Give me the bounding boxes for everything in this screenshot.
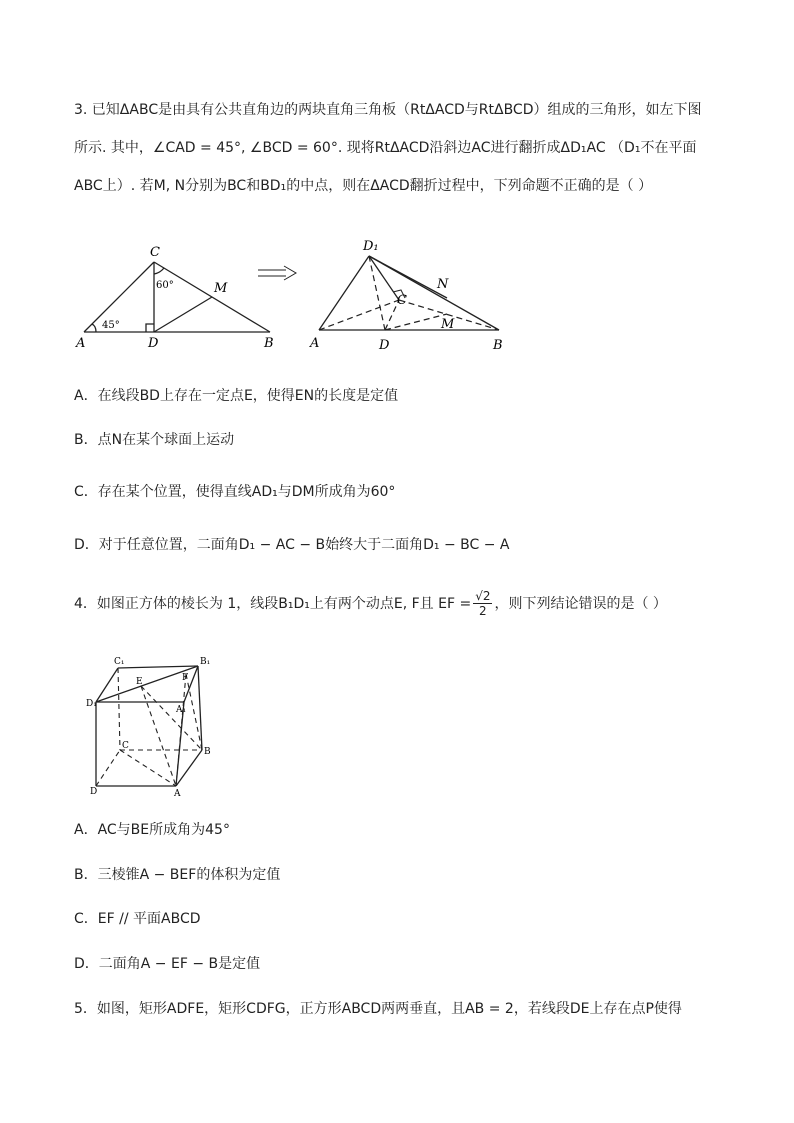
label-angle-45: 45° — [102, 320, 120, 331]
q3-figure-right — [305, 232, 520, 357]
q4-fraction — [473, 589, 492, 618]
q4-cube-figure — [86, 650, 216, 798]
label-M: M — [214, 281, 228, 296]
q4-option-a: A．AC与BE所成角为45° — [74, 822, 230, 838]
label-A1: A₁ — [176, 705, 187, 715]
q3-stem-line-1: 3. 已知ΔABC是由具有公共直角边的两块直角三角板（RtΔACD与RtΔBCD）组成的三角形，如左下图 — [74, 102, 702, 118]
label-A: A — [310, 336, 320, 351]
label-B1: B₁ — [200, 657, 211, 667]
label-N: N — [437, 277, 449, 292]
segment-D1M-upper — [369, 256, 447, 298]
edge-C1B1 — [118, 666, 198, 668]
q4-stem-suffix: ，则下列结论错误的是（ ） — [494, 595, 667, 612]
label-A: A — [76, 336, 86, 351]
label-D1: D₁ — [86, 699, 97, 709]
edge-A1B1 — [184, 666, 198, 702]
q4-fraction-denominator: 2 — [479, 604, 487, 618]
q3-figure-left — [70, 240, 285, 355]
segment-EB-hidden — [141, 686, 202, 750]
segment-DM — [154, 297, 212, 332]
diagonal-CA-hidden — [120, 750, 176, 786]
edge-DC-hidden — [96, 750, 120, 786]
right-angle-mark — [146, 324, 154, 332]
label-D: D — [90, 787, 98, 797]
label-B: B — [264, 336, 274, 351]
q4-option-b: B．三棱锥A − BEF的体积为定值 — [74, 867, 281, 883]
label-D: D — [148, 336, 159, 351]
q3-stem-line-2: 所示. 其中，∠CAD = 45°, ∠BCD = 60°. 现将RtΔACD沿斜边AC进行翻折成ΔD₁AC （D₁不在平面 — [74, 140, 697, 156]
label-E: E — [136, 677, 143, 687]
segment-EA-hidden — [141, 686, 176, 786]
q4-option-d: D．二面角A − EF − B是定值 — [74, 956, 261, 972]
angle-arc-60 — [154, 268, 164, 274]
label-F: F — [182, 673, 189, 683]
q4-fraction-numerator: √2 — [475, 589, 491, 603]
transform-arrow-icon — [256, 265, 298, 281]
diagonal-B1D1 — [96, 666, 198, 702]
label-C: C — [122, 741, 129, 751]
q3-stem-line-3: ABC上）. 若M, N分别为BC和BD₁的中点，则在ΔACD翻折过程中，下列命题不正确的是（ ） — [74, 178, 653, 194]
q5-stem-line-1: 5．如图，矩形ADFE，矩形CDFG，正方形ABCD两两垂直，且AB = 2，若线段DE上存在点P使得 — [74, 1001, 682, 1017]
q4-stem-prefix: 4．如图正方体的棱长为 1，线段B₁D₁上有两个动点E, F且 EF = — [74, 595, 472, 612]
edge-B1B — [198, 666, 202, 750]
q3-option-a: A．在线段BD上存在一定点E，使得EN的长度是定值 — [74, 388, 399, 404]
label-C: C — [150, 245, 160, 260]
label-C1: C₁ — [114, 657, 125, 667]
label-M: M — [441, 317, 455, 332]
edge-C1C-hidden — [118, 668, 120, 750]
q3-option-b: B．点N在某个球面上运动 — [74, 432, 235, 448]
label-A: A — [174, 789, 181, 798]
segment-AD1 — [319, 256, 369, 330]
label-C: C — [397, 293, 407, 308]
label-D: D — [379, 338, 390, 353]
label-D1: D₁ — [363, 239, 379, 254]
q4-option-c: C．EF // 平面ABCD — [74, 911, 201, 927]
q3-option-d: D．对于任意位置，二面角D₁ − AC − B始终大于二面角D₁ − BC − A — [74, 537, 510, 553]
q3-option-c: C．存在某个位置，使得直线AD₁与DM所成角为60° — [74, 484, 396, 500]
segment-DM-dashed — [385, 314, 447, 330]
label-B: B — [493, 338, 503, 353]
angle-arc-45 — [92, 324, 96, 332]
edge-AB — [176, 750, 202, 786]
label-angle-60: 60° — [156, 280, 174, 291]
label-B: B — [204, 747, 211, 757]
q4-stem — [74, 589, 667, 618]
edge-D1C1 — [96, 668, 118, 702]
